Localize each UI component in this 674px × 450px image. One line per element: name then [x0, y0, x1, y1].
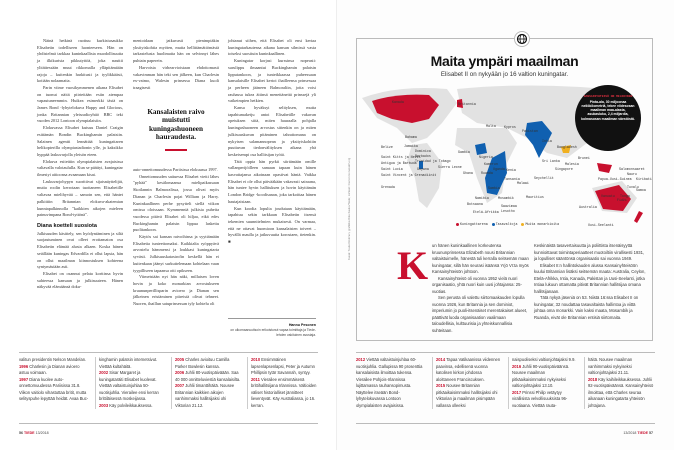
map-country-label: Samoa — [636, 188, 646, 192]
timeline-entry — [99, 403, 165, 410]
legend-label: Kuningattarena — [460, 222, 488, 226]
timeline-entry — [251, 357, 317, 377]
timeline-column — [19, 357, 89, 403]
map-country-label: Bahama — [405, 135, 417, 139]
map-country-label: Kypros — [504, 125, 516, 129]
timeline-text: Tapaa Vatikaanissa viidennen paavinsa, edellisenä vuonna katolisen kirkon johdossa aloittaneen Franciscuksen. — [436, 357, 501, 382]
map-country-label: Jamaika — [404, 144, 418, 148]
timeline-year: 2015 — [436, 383, 447, 388]
map-country-label: Kamerun — [484, 162, 498, 166]
article-column-2-bottom — [133, 167, 219, 308]
map-country-label: Dominica — [415, 149, 431, 153]
globe-icon — [514, 31, 530, 47]
timeline-column — [584, 357, 654, 409]
map-country-label: Nauru — [627, 172, 637, 176]
map-country-label: Kiribati — [636, 177, 652, 181]
timeline-column — [356, 357, 426, 409]
map-country-label: Kanada — [392, 100, 404, 104]
fact-body: Pinta-ala, 30 miljoonaa neliökilometriä, tekee viidesosan maailman maa-alasta, asukasluku, 2,4 miljardia, kolmasosan maailman väestöstä. — [581, 99, 635, 121]
paragraph: Laskuvarjohypyn suorittivat sijaisnäyttelijät, mutta roolin kerrotaan tuottaneen Elisabetille valtavaa mielihyvää – samoin sen, että häntet palkittiin Britannian elokuva-akatemian kunniapalkinnolla "kaikkien aikojen mieleen painuvimpana Bond-tyttönä". — [37, 178, 123, 218]
map-country-label: Tansania — [504, 177, 520, 181]
timeline-entry — [19, 377, 89, 403]
map-country-label: Brunei — [578, 156, 590, 160]
page-footer-left — [19, 431, 49, 435]
map-country-label: Mauritius — [526, 195, 544, 199]
timeline-year: 2016 — [512, 363, 523, 369]
paragraph: Harvoista virhearvioistaan ehdottomasti vakavimman hän teki sen jälkeen, kun Charlesin ex-vaimo, Walesin prinsessa Diana kuoli traagisesti — [133, 64, 219, 90]
page-number: 56 — [19, 431, 23, 435]
page-number: 57 — [649, 431, 653, 435]
map-country-label: Bangladesh — [557, 145, 577, 149]
paragraph: Elokuvassa Elisabet kutsuu Daniel Craigin esittämän Bondin Buckinghamin palatsiin. Salainen agentti lennättää kuningattaren helikopterilla olympiastadionin ylle, ja kaksikko hyppää laskuvarjolla yleisön eteen. — [37, 125, 123, 157]
map-country-label: Barbados — [415, 154, 431, 158]
commonwealth-article-col-2 — [534, 243, 646, 321]
timeline-entry — [251, 377, 317, 410]
timeline-text: valitun presidentin Nelson Mandelan. — [19, 357, 87, 362]
timeline-entry — [512, 390, 578, 410]
paragraph: Onnettomuuden sattuessa Elisabet vietti lähes "pyhää" kesälomaansa mielipaikassaan Skotlannin Balmoralissa, jossa olivat myös Dianan ja Charlesin pojat William ja Harry. Kuninkaallinen perhe pysytteli siellä viikon omissa oloissaan. Kymmenniä julkisia puheita vuodessa pitävä Elisabet oli hiljaa, eikä edes Buckinghamin palatsin lippua laskettu puolitankoon. — [133, 173, 219, 233]
paragraph: Kansainyhteisö oli vuonna 1952 vielä nuori organisaatio, yhtä nuori kuin uusi johtajansa: 25-vuotias. — [432, 275, 522, 294]
paragraph: Tätä oppia hän pyrkii siirtämään omille vallanperijöilleen samaan tapaan kuin hänen kasvattajansa aikoinaan opastivat häntä. Vaikka Elisabet ei ole ollut päivääkään vakavasti sairaana, hän tuntee hyvin hallituksen ja hovin käyttämän London Bridge -koodisanan, joka tarkoittaa hänen hautajaisiaan. — [228, 158, 316, 204]
timeline-entry — [99, 357, 165, 370]
map-legend — [452, 222, 559, 226]
map-country-label: Antigua ja Barbuda — [381, 161, 417, 165]
map-country-label: Seychellit — [534, 176, 554, 180]
map-title: Maita ympäri maailman — [430, 53, 579, 69]
end-mark: ■ — [228, 239, 231, 245]
map-country-label: Intia — [542, 139, 552, 143]
map-country-label: Mosambik — [498, 196, 514, 200]
timeline-year: 2012 — [356, 357, 367, 362]
paragraph: Viimeistään nyt hän näki, millaisen loven hovin ja koko monarkian arvostukseen kruununperillisparin avioero ja Dianan sen jälkeinen eristäminen piireistä olivat tehneet. Nuoren, ihaillun satuprinsessan tyly kohtelu oli — [133, 274, 219, 307]
map-country-label: Tuvalu — [627, 185, 639, 189]
timeline-text: Käy kaihileikkauksessa. Juhlii 92-vuotispäiväänsä. Kansainyhteisö ilmoittaa, että Charles seuraa aikanaan kuningatarta yhteisön johtajana. — [588, 376, 654, 408]
paragraph: mentoidaan jatkuvasti pienimpiäkin yksityiskohtia myöten, mutta hellittämättömästä tarkastelusta huolimatta hän on selvinnyt lähes puhtain paperein. — [133, 38, 219, 64]
legend-label: Tasavaltoja — [495, 222, 518, 226]
timeline-entry — [19, 364, 89, 377]
timeline-year: 2014 — [436, 357, 447, 362]
map-country-label: Swazimaa — [501, 204, 517, 208]
timeline-text: Charles avioituu Camilla Parker Bowlesin kanssa. — [175, 357, 230, 369]
paragraph: Elisabet II:n hallintokauden alussa Kansainyhteisöön kuului Britannian lisäksi seitsemän maata: Australia, Ceylon, Etelä-Afrikka, Intia, Kanada, Pakistan ja Uusi-Seelanti, jotka Intiaa lukuun ottamatta pitivät Britannian hallitsijaa omana hallitsijanaan. — [534, 262, 646, 294]
issue-number: 13/2018 — [35, 431, 49, 435]
paragraph: Parin viime vuosikymmenen aikana Elisabet on tuonut näitä piirteitään esiin aiempaa vapautuneemmin. Huikea esimerkki tästä on James Bond -lyhytelokuva Happy and Glorious, jonka Britannian yleisradioyhtiö BBC teki vuoden 2012 Lontoon olympialaisiin. — [37, 84, 123, 124]
legend-label: Muita monarkioita — [525, 222, 560, 226]
timeline-text: Nousee Britannian pitkäaikaisimmaksi hallitsijaksi ohi Viktorian ja maailman pisimpään vallassa olleeksi — [436, 383, 498, 408]
timeline-entry — [175, 383, 241, 409]
article-column-3 — [228, 38, 316, 246]
fact-title: KANSAINYHTEISÖ ON MELKOINEN — [583, 95, 633, 98]
commonwealth-fact-circle — [575, 85, 641, 151]
map-subtitle: Elisabet II on nykyään jo 16 valtion kuningatar. — [440, 71, 569, 78]
author-name: Hannu Pesonen — [288, 323, 316, 327]
map-country-label: Malesia — [565, 162, 579, 166]
image-credit: Kuvat: Tuula Kiiskinen, grafiikka Riku Kauko/Tiede; Lähteet: thecommonwealth.org — [347, 157, 351, 260]
timeline-year: 2017 — [512, 389, 523, 395]
paragraph: Keskinäistä tasavertaisuutta ja poliittista itsenäisyyttä kunnioittavat toimintaperiaatteet muotoiltiin virallisesti 1931, ja lopulliset sääntönsä organisaatio sai vuonna 1949. — [534, 243, 645, 261]
timeline-text: Viettää valtaistuinjuhlaa 60-vuotisjuhlia. Gallupissa 90 prosenttia kansalaisista ilmoittaa tukensa. Vierailee Pohjois-Irlannissa lujittamassa rauhansopimusta. Näyttelee itseään Bond-lyhytelokuvassa Lontoon olympialaisten avajaisissa. — [356, 357, 423, 408]
issue-number: 13/2018 — [623, 431, 637, 435]
timeline-text: Prinssi Philip vetäytyy virallisista velvollisuuksista 96-vuotiaana. Viettää rauta- — [512, 389, 568, 408]
page-footer-right — [623, 431, 653, 435]
paragraph: johtanut siihen, että Elisabet oli ensi kertaa kuningatarkautensa aikana kansan silmissä vasta toiseksi suosituin kuninkaallinen. — [228, 38, 316, 57]
timeline-left — [19, 352, 318, 424]
paragraph: Näinä hetkinä raottuu kurkistusaukko Elisabetin todelliseen luonteeseen. Hän on yhdistelmä tarkkaa kuninkaallista muodollisuutta ja ilkikurista pikkutyttöä, joka nauttii ylitättessään muut rikkomalla ylläpitämiään rajoja – kuitenkin harkitusti ja tyylikkäästi, kotiään nolaamatta. — [37, 38, 123, 84]
magazine-name: TIEDE — [637, 431, 648, 435]
timeline-entry — [436, 383, 502, 409]
timeline-column — [95, 357, 165, 409]
drop-cap: K — [397, 243, 429, 288]
paragraph: Kun koodia lopulta joudutaan käyttämään, tapahtuu sekin tarkkaan Elisabetin itsensä tekemien suunnitelmien mukaisesti. On varmaa, että ne ottavat huomioon kansalaisten toiveet – hyvällä maulla ja jatkuvuutta korostaen, tietenkin. ■ — [228, 205, 316, 245]
map-country-label: Salomonsaaret — [619, 167, 645, 171]
paragraph: Elisabet on osannut pelata korttinsa hyvin suhteessa kansaan ja julkisuuteen. Hänen näkyvää elämäänsä doku- — [37, 270, 123, 290]
magazine-name: TIEDE — [24, 431, 35, 435]
author-signature — [228, 318, 316, 338]
map-country-label: Vanuatu — [601, 194, 615, 198]
timeline-entry — [99, 370, 165, 403]
map-country-label: Saint Kitts ja Nevis — [381, 155, 421, 159]
timeline-text: kinghamin palatsin internetsivut. Viettää kultahäitä. — [99, 357, 158, 369]
map-country-label: Britannia — [458, 102, 476, 106]
right-page — [337, 0, 674, 450]
timeline-right — [356, 352, 655, 424]
paragraph: Tätä nykyä jäseniä on 53. Niistä 16:ssa Elisabet II on kuningatar, 32 noudattaa tasavaltaista hallintoa ja viittä johtaa oma monarkki. Vain kaksi maata, Mosambik ja Ruanda, eivät ole Britannian entisiä siirtomaita. — [534, 295, 639, 320]
section-heading: Diana koetteli suosiota — [37, 222, 97, 229]
map-country-label: Sierra Leone — [438, 165, 462, 169]
paragraph: auto-onnettomuudessa Pariisissa elokuussa 1997. — [133, 167, 218, 172]
timeline-entry — [175, 357, 241, 370]
paragraph: Kansa hyväksyi selityksen, mutta tapahtumaketju antoi Elisabetille vakavan opetuksen siitä, miten hauraalla pohjalla kuningashuoneen arvostus sittenkin on ja miten julkisuuskuvan pitäminen tahrattomana on nykyisen salamannopean ja yksityiskohtiin puuttuvan tiedonvälityksen aikana yhä keskeisempi osa hallitsijan työtä. — [228, 105, 316, 157]
commonwealth-article-col-1 — [432, 243, 529, 334]
timeline-year: 2002 — [99, 370, 110, 375]
paragraph: Käytös sai kansan raivoihinsa ja syyttämään Elisabetia tunteettomaksi. Kaikkialta ryöppyävä arvostelu hämmensi ja loukkasi kuningatarta syvästi. Julkisuuskatastrofin keskellä hän ei kuitenkaan jäänyt surkuttelemaan kohtelaan vaan tyypilliseen tapaansa otti opikseen. — [133, 234, 219, 273]
article-column-2-top — [133, 38, 219, 92]
timeline-year: 2006 — [175, 370, 186, 375]
legend-swatch — [456, 223, 459, 226]
timeline-year: 2018 — [588, 376, 599, 382]
article-column-1 — [37, 38, 123, 291]
map-country-label: Trinidad ja Tobago — [415, 159, 451, 163]
legend-swatch — [492, 223, 495, 226]
map-country-label: Guyana — [417, 167, 429, 171]
map-country-label: Namibia — [475, 196, 489, 200]
map-infographic — [356, 38, 653, 341]
map-country-label: Grenada — [381, 185, 395, 189]
map-country-label: Lesotho — [501, 209, 515, 213]
timeline-text: Käy polvileikkauksessa. — [109, 402, 153, 408]
timeline-text: Juhlii timanttihäitä. Nousee Britannian kaikkien aikojen vanhimmaksi hallitsijaksi ohi Viktorian 21.12. — [175, 383, 235, 408]
timeline-entry — [512, 364, 578, 390]
timeline-year: 1997 — [19, 376, 30, 382]
timeline-entry — [588, 357, 654, 377]
timeline-entry — [356, 357, 426, 409]
timeline-column — [508, 357, 578, 409]
map-country-label: Kenia — [506, 168, 516, 172]
map-country-label: Papua-Uusi-Guinea — [598, 177, 632, 181]
timeline-entry — [175, 370, 241, 383]
timeline-text: Diana kuolee auto-onnettomuudessa Pariisissa 31.8. Viikon vaitiolo vihastuttaa britit, mutta selityspuhe lepyttää heidät. Avaa Buc- — [19, 376, 89, 401]
map-country-label: Belize — [381, 145, 393, 149]
pull-quote-text: Kansalaisten raivo muistutti kuningashuoneen hauraudesta. — [147, 108, 205, 142]
timeline-year: 2003 — [99, 402, 110, 408]
paragraph: un hänen kuninkaallinen korkeutensa kruununprinsessa Elizabeth nousi Britannian valtaistuimelle, hänestä tuli kerralla seitsemän maan kuningatar, sillä hän seurasi isäänsä Yrjö VI:ta myös Kansainyhteisön johtoon. — [432, 243, 529, 274]
map-country-label: Sambia — [488, 186, 500, 190]
timeline-text: Juhlii 90-vuotispäiväänsä. Nousee maailman pitkäaikaisimmaksi nykyiseksi valtionjohtajaksi 13.10. — [512, 363, 570, 388]
timeline-year: 1996 — [19, 363, 30, 369]
paragraph: Sen perusta oli valettu siirtomaakauden lopulla vuonna 1926, kun Britannia ja sen dominiot, imperiumin jo puoli-itsenäiset merentakaiset alueet, päättivät luoda organisaation vaalimaan taloudellisia, kulttuurisia ja yhteiskunnallisia suhteitaan. — [432, 295, 528, 333]
paragraph: Julkisuuden käsittely, sen hyödyntäminen ja siltä suojautuminen ovat olleet erottamaton osa Elisabetin elämää alusta alkaen. Koska hänen setällään kuningas Edvardilla ei ollut lapsia, hän on ollut maailman kiinnostuksen kohteena syntymästään asti. — [37, 230, 123, 270]
timeline-entry — [588, 377, 654, 410]
timeline-year: 2010 — [251, 357, 262, 362]
map-country-label: Malta — [486, 124, 496, 128]
timeline-text: Ensimmäinen lapsenlapsenlapsi, Peter ja Autumn Phillipsin tytär Savannah, syntyy. — [251, 357, 315, 375]
map-country-label: Uusi-Seelanti — [588, 223, 614, 227]
map-country-label: Gambia — [458, 150, 470, 154]
timeline-year: 2011 — [251, 376, 262, 382]
timeline-column — [432, 357, 502, 409]
map-country-label: Malawi — [517, 181, 529, 185]
map-country-label: Nigeria — [479, 155, 493, 159]
map-country-label: Singapore — [555, 167, 573, 171]
map-country-label: Australia — [579, 205, 597, 209]
timeline-column — [247, 357, 317, 409]
map-country-label: Tonga — [620, 194, 630, 198]
map-country-label: Saint Lucia — [381, 167, 403, 171]
map-country-label: Ruanda — [481, 171, 493, 175]
pull-quote — [136, 108, 216, 151]
map-country-label: Etelä-Afrikka — [473, 210, 499, 214]
map-country-label: Uganda — [493, 167, 505, 171]
map-country-label: Sri Lanka — [542, 159, 560, 163]
map-country-label: Fidži — [617, 198, 627, 202]
timeline-text: häitä. Nousee maailman vanhimmaksi nykyiseksi valtionjohtajaksi 21.11. — [588, 357, 633, 375]
author-bio: on ulkomaanuutisoin erikoistunut vapaa toimittaja ja Tiede-lehden vakituinen avustaja. — [230, 328, 316, 337]
paragraph: Elokuva esitettiin olympialaisten avajaisissa valtavalla valotaululla. Kun se päättyi, kuningatar ilmestyi aitioonsa avaamaan kisat. — [37, 158, 123, 178]
timeline-text: Charlesin ja Dianan avioero astuu voimaan. — [19, 363, 80, 375]
map-country-label: Saint Vincent ja Grenadiinit — [381, 173, 437, 177]
paragraph: Kuningatar korjasi kurssinsa nopeasti: surulippu ilmaantui Buckinghamin palatsin lipputankoon, ja tunteikkaassa puheessaan kansalaisille Elisabet kertoi ihailleensa prinsessaa ja perheen jääneen Balmoraliin, jotta voisi rauhassa tukea äitinsä menettäneitä prinssejä yli vaikeimpien hetkien. — [228, 58, 316, 104]
timeline-text: Sisar Margaret ja kuningataräiti Elisabet kuolevat. Viettää valtaistuinjuhlaa 50-vuotisjuhlia. Vierailee ensi kerran brittiläisessä moskeijassa. — [99, 370, 159, 401]
map-country-label: Botswana — [467, 202, 483, 206]
pull-quote-rule — [165, 149, 187, 151]
map-country-label: Pakistan — [522, 129, 538, 133]
timeline-text: naispuoliseksi valtionjohtajaksi 9.9. — [512, 357, 576, 362]
timeline-year: 2005 — [175, 357, 186, 362]
map-country-label: Ghana — [463, 171, 473, 175]
timeline-entry — [436, 357, 502, 383]
timeline-text: Vierailee ensimmäisenä brittihallitsijana Irlannissa. Valtioiden väliset historialliset jännitteet lieventyvät. Käy Australiassa, jo 16. kerran. — [251, 376, 317, 408]
timeline-year: 2007 — [175, 383, 186, 388]
timeline-column — [171, 357, 241, 409]
timeline-text: Juhlii 80-vuotispäiväään. Saa 40 000 onnitteluviestiä kansalaisilta. — [175, 370, 241, 382]
